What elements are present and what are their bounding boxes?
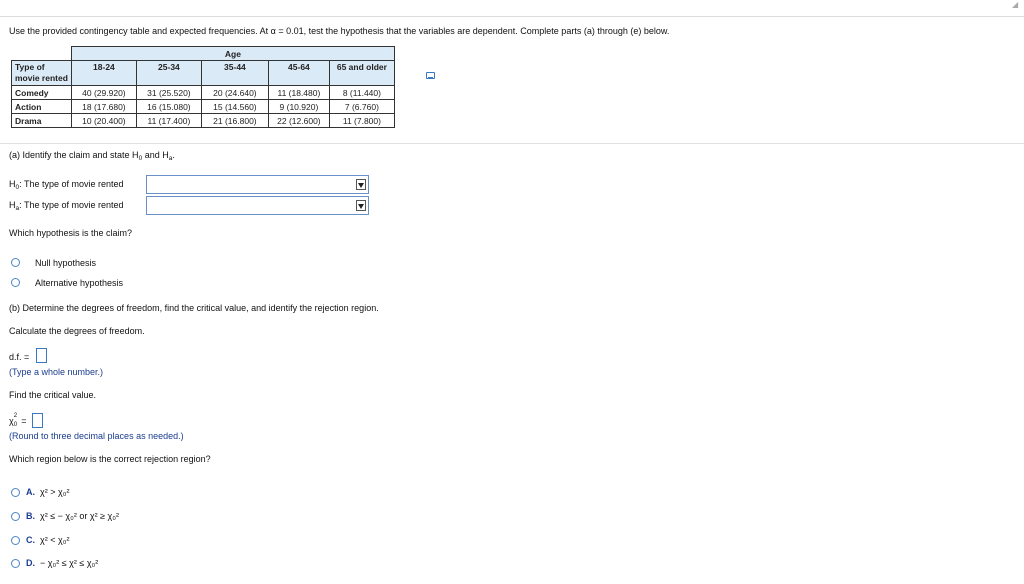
expand-icon[interactable]: ◢	[1012, 0, 1019, 9]
age-group-header: Age	[71, 47, 394, 61]
column-header: 65 and older	[329, 61, 394, 86]
column-header: 45-64	[268, 61, 329, 86]
row-label: Comedy	[12, 86, 72, 100]
table-row	[12, 100, 395, 114]
column-header: 18-24	[71, 61, 136, 86]
claim-question: Which hypothesis is the claim?	[9, 228, 133, 238]
table-row	[12, 86, 395, 100]
part-a-title: (a) Identify the claim and state $H_0$ and $H_a$.	[9, 150, 175, 162]
table-cell: 11 (18.480)	[268, 86, 329, 100]
table-row	[12, 114, 395, 128]
cv-hint: (Round to three decimal places as needed.)	[9, 431, 184, 441]
table-cell: 20 (24.640)	[201, 86, 268, 100]
corner-header: Type of movie rented	[12, 61, 72, 86]
table-cell: 11 (7.800)	[329, 114, 394, 128]
part-b-title: (b) Determine the degrees of freedom, find the critical value, and identify the rejection region.	[9, 303, 379, 313]
table-cell: 31 (25.520)	[136, 86, 201, 100]
df-label: d.f. =	[9, 352, 30, 362]
dropdown-arrow-icon[interactable]	[356, 200, 366, 211]
cv-label: χ 2 0 =	[9, 413, 27, 428]
region-option-d[interactable]: D. − χ₀² ≤ χ² ≤ χ₀²	[26, 558, 99, 568]
null-hypothesis-label[interactable]: Null hypothesis	[35, 258, 97, 268]
df-prompt: Calculate the degrees of freedom.	[9, 326, 145, 336]
region-question: Which region below is the correct rejection region?	[9, 454, 211, 464]
row-label: Drama	[12, 114, 72, 128]
table-cell: 15 (14.560)	[201, 100, 268, 114]
df-input[interactable]	[36, 348, 47, 363]
table-cell: 18 (17.680)	[71, 100, 136, 114]
region-option-c[interactable]: C. χ² < χ₀²	[26, 535, 70, 545]
alternative-hypothesis-radio[interactable]	[11, 278, 20, 287]
region-option-d-radio[interactable]	[11, 559, 20, 568]
alternative-hypothesis-label[interactable]: Alternative hypothesis	[35, 278, 124, 288]
table-corner-blank	[12, 47, 72, 61]
table-cell: 16 (15.080)	[136, 100, 201, 114]
print-table-icon[interactable]	[426, 72, 435, 79]
ha-label: $H_a$: The type of movie rented	[9, 200, 124, 212]
table-cell: 9 (10.920)	[268, 100, 329, 114]
column-header: 35-44	[201, 61, 268, 86]
h0-dropdown[interactable]	[146, 175, 369, 194]
df-hint: (Type a whole number.)	[9, 367, 104, 377]
region-option-a-radio[interactable]	[11, 488, 20, 497]
ha-dropdown[interactable]	[146, 196, 369, 215]
table-cell: 7 (6.760)	[329, 100, 394, 114]
table-cell: 21 (16.800)	[201, 114, 268, 128]
cv-prompt: Find the critical value.	[9, 390, 97, 400]
row-label: Action	[12, 100, 72, 114]
region-option-b[interactable]: B. χ² ≤ − χ₀² or χ² ≥ χ₀²	[26, 511, 120, 521]
critical-value-input[interactable]	[32, 413, 43, 428]
section-divider	[0, 143, 1024, 144]
h0-label: $H_0$: The type of movie rented	[9, 179, 124, 191]
table-cell: 11 (17.400)	[136, 114, 201, 128]
table-cell: 22 (12.600)	[268, 114, 329, 128]
region-option-c-radio[interactable]	[11, 536, 20, 545]
table-cell: 8 (11.440)	[329, 86, 394, 100]
table-cell: 10 (20.400)	[71, 114, 136, 128]
region-option-a[interactable]: A. χ² > χ₀²	[26, 487, 70, 497]
column-header: 25-34	[136, 61, 201, 86]
contingency-table	[11, 46, 395, 128]
null-hypothesis-radio[interactable]	[11, 258, 20, 267]
dropdown-arrow-icon[interactable]	[356, 179, 366, 190]
question-prompt: Use the provided contingency table and expected frequencies. At α = 0.01, test the hypothesis that the variables are dependent. Complete parts (a) through (e) below.	[9, 26, 670, 36]
table-cell: 40 (29.920)	[71, 86, 136, 100]
region-option-b-radio[interactable]	[11, 512, 20, 521]
top-divider	[0, 16, 1024, 17]
